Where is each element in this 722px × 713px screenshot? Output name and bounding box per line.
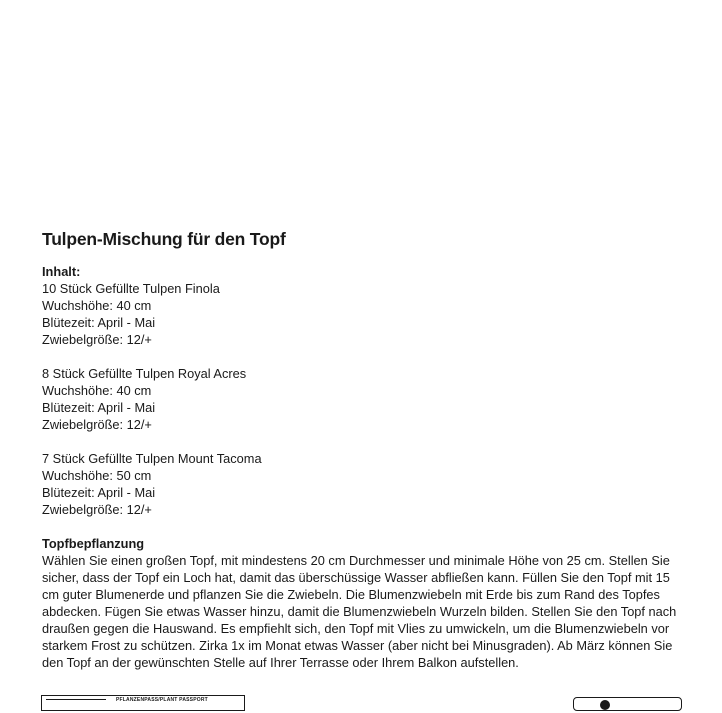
variety-bloom-time: Blütezeit: April - Mai <box>42 485 156 500</box>
page-title: Tulpen-Mischung für den Topf <box>42 229 286 249</box>
variety-block <box>42 450 688 518</box>
variety-bloom-time: Blütezeit: April - Mai <box>42 315 156 330</box>
variety-block <box>42 280 688 348</box>
planting-text-line: Wählen Sie einen großen Topf, mit mindestens 20 cm Durchmesser und minimale Höhe von 25 cm. Stellen Sie <box>42 553 670 568</box>
plant-passport-label: PFLANZENPASS/PLANT PASSPORT <box>116 697 208 703</box>
plant-passport-box <box>41 695 245 711</box>
planting-text-line: starkem Frost zu schützen. Zirka 1x im Monat etwas Wasser (aber nicht bei Minusgraden). Ab März können Sie <box>42 638 673 653</box>
planting-text-line: cm guter Blumenerde und pflanzen Sie die Zwiebeln. Die Blumenzwiebeln mit Erde bis zum Rand des Topfes <box>42 587 660 602</box>
variety-name: 8 Stück Gefüllte Tulpen Royal Acres <box>42 366 247 381</box>
contents-heading: Inhalt: <box>42 264 81 279</box>
variety-bulb-size: Zwiebelgröße: 12/+ <box>42 502 152 517</box>
planting-text-line: den Topf an der gewünschten Stelle auf Ihrer Terrasse oder Ihrem Balkon aufstellen. <box>42 655 519 670</box>
variety-height: Wuchshöhe: 40 cm <box>42 383 152 398</box>
variety-bulb-size: Zwiebelgröße: 12/+ <box>42 417 152 432</box>
leaflet-content <box>42 263 688 671</box>
planting-text-line: abdecken. Fügen Sie etwas Wasser hinzu, damit die Blumenzwiebeln Wurzeln bilden. Stellen Sie den Topf nach <box>42 604 677 619</box>
variety-name: 7 Stück Gefüllte Tulpen Mount Tacoma <box>42 451 262 466</box>
variety-height: Wuchshöhe: 40 cm <box>42 298 152 313</box>
variety-height: Wuchshöhe: 50 cm <box>42 468 152 483</box>
logo-mark-icon <box>600 700 610 710</box>
variety-name: 10 Stück Gefüllte Tulpen Finola <box>42 281 220 296</box>
eu-flag-icon <box>46 699 106 713</box>
planting-heading: Topfbepflanzung <box>42 536 145 551</box>
planting-instructions <box>42 552 688 671</box>
planting-text-line: draußen gegen die Hauswand. Es empfiehlt sich, den Topf mit Vlies zu umwickeln, um die Blumenzwiebeln vor <box>42 621 670 636</box>
brand-logo <box>573 697 682 711</box>
variety-bloom-time: Blütezeit: April - Mai <box>42 400 156 415</box>
variety-block <box>42 365 688 433</box>
variety-bulb-size: Zwiebelgröße: 12/+ <box>42 332 152 347</box>
planting-text-line: sicher, dass der Topf ein Loch hat, damit das überschüssige Wasser abfließen kann. Füllen Sie den Topf mit 15 <box>42 570 670 585</box>
